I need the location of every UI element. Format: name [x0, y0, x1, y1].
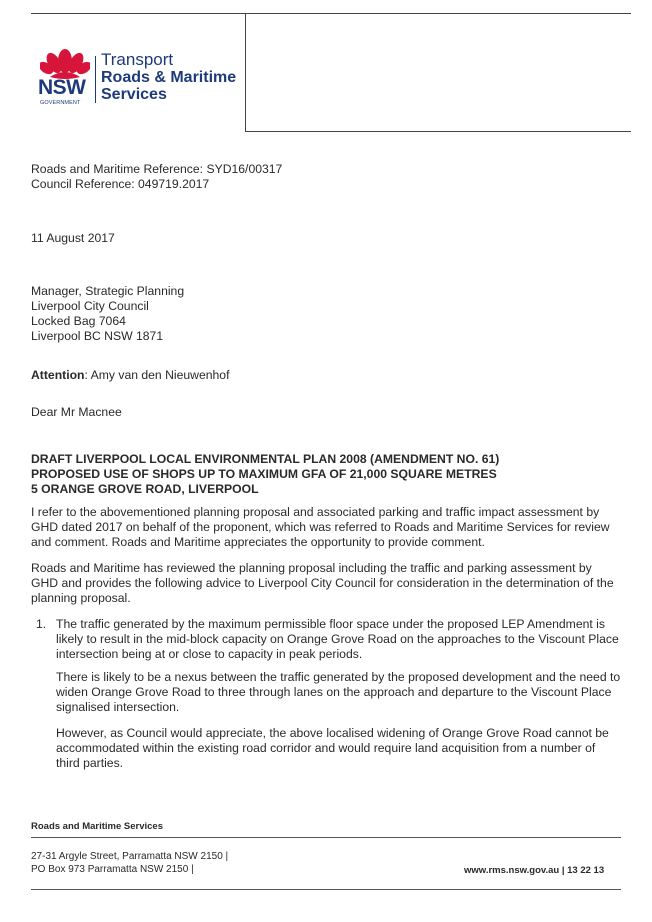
recipient-line: Liverpool BC NSW 1871 [31, 329, 164, 343]
attention-name: : Amy van den Nieuwenhof [84, 368, 230, 382]
header-divider [245, 13, 246, 132]
subject-line: DRAFT LIVERPOOL LOCAL ENVIRONMENTAL PLAN 2008 (AMENDMENT NO. 61) [31, 452, 500, 466]
footer-address [31, 851, 228, 876]
attention-label: Attention [31, 368, 85, 382]
subject-block [31, 452, 621, 497]
footer-address-line: 27-31 Argyle Street, Parramatta NSW 2150 | [31, 851, 229, 862]
brand-roads-maritime: Roads & Maritime [101, 69, 237, 86]
footer-top-rule [31, 837, 621, 838]
footer-org: Roads and Maritime Services [31, 821, 163, 832]
list-item-number: 1. [36, 617, 47, 631]
reference-block [31, 162, 621, 192]
recipient-line: Locked Bag 7064 [31, 314, 126, 328]
letter-date: 11 August 2017 [31, 231, 115, 245]
recipient-block [31, 284, 621, 344]
paragraph-2: Roads and Maritime has reviewed the planning proposal including the traffic and parking assessment by GHD and provides the following advice to Liverpool City Council for consideration in the determination of the planning proposal. [31, 561, 614, 605]
footer-contact: www.rms.nsw.gov.au | 13 22 13 [464, 865, 605, 876]
recipient-line: Manager, Strategic Planning [31, 284, 185, 298]
logo-government-text: GOVERNMENT [40, 100, 81, 106]
header-bottom-rule [245, 131, 631, 132]
subject-line: 5 ORANGE GROVE ROAD, LIVERPOOL [31, 482, 259, 496]
logo-nsw-text: NSW [38, 76, 86, 99]
paragraph-1: I refer to the abovementioned planning proposal and associated parking and traffic impact assessment by GHD dated 2017 on behalf of the proponent, which was referred to Roads and Maritime Services for review and comment. Roads and Maritime appreciates the opportunity to provide comment. [31, 505, 610, 549]
list-item-text: The traffic generated by the maximum permissible floor space under the proposed LEP Amendment is likely to result in the mid-block capacity on Orange Grove Road on the approaches to the Viscount Place intersection being at or close to capacity in peak periods. [56, 617, 619, 661]
rms-reference: Roads and Maritime Reference: SYD16/00317 [31, 162, 283, 176]
footer-bottom-rule [31, 889, 621, 890]
subject-line: PROPOSED USE OF SHOPS UP TO MAXIMUM GFA OF 21,000 SQUARE METRES [31, 467, 497, 481]
recipient-line: Liverpool City Council [31, 299, 149, 313]
council-reference: Council Reference: 049719.2017 [31, 177, 210, 191]
brand-services: Services [101, 86, 167, 103]
list-item-paragraph: However, as Council would appreciate, the above localised widening of Orange Grove Road cannot be accommodated within the existing road corridor and would require land acquisition from a number of third parties. [56, 726, 609, 770]
footer-address-line: PO Box 973 Parramatta NSW 2150 | [31, 863, 194, 875]
brand-transport: Transport [101, 50, 174, 69]
logo-separator [95, 56, 96, 103]
list-item-paragraph: There is likely to be a nexus between the traffic generated by the proposed development and the need to widen Orange Grove Road to three through lanes on the approach and departure to the Viscount Place signalised intersection. [56, 670, 621, 714]
salutation: Dear Mr Macnee [31, 405, 122, 419]
nsw-logo [38, 45, 92, 107]
attention-line [31, 368, 621, 383]
header-top-rule [31, 13, 631, 14]
